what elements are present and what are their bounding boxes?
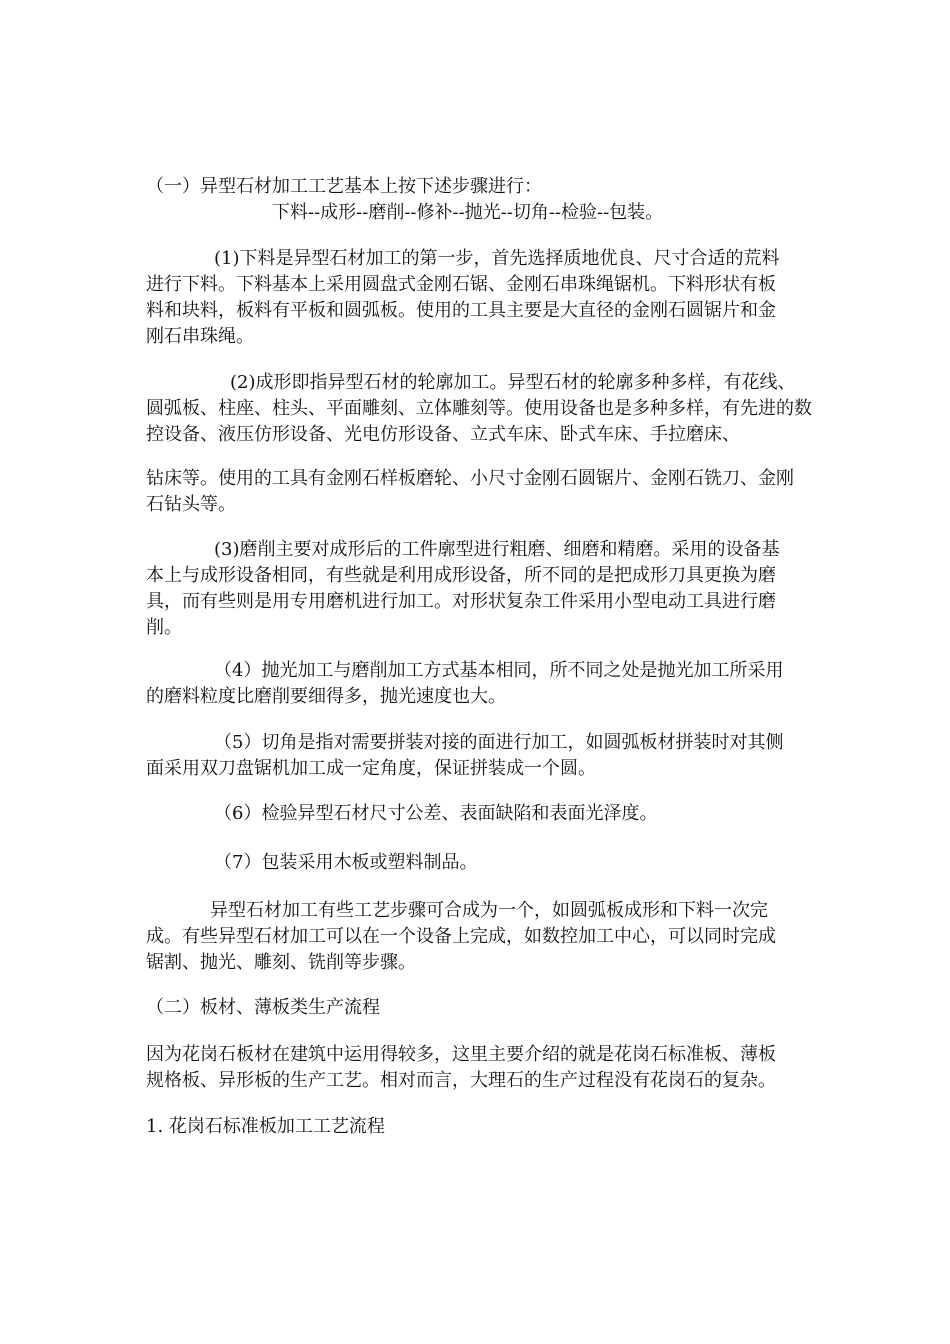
step5-line-2: 面采用双刀盘锯机加工成一定角度，保证拼装成一个圆。: [146, 758, 596, 779]
step2-line-4: 钻床等。使用的工具有金刚石样板磨轮、小尺寸金刚石圆锯片、金刚石铣刀、金刚: [146, 468, 794, 489]
step7-line: （7）包装采用木板或塑料制品。: [214, 852, 478, 873]
summary-line-1: 异型石材加工有些工艺步骤可合成为一个，如圆弧板成形和下料一次完: [210, 900, 768, 921]
step1-line-3: 料和块料，板料有平板和圆弧板。使用的工具主要是大直径的金刚石圆锯片和金: [146, 300, 776, 321]
process-flow-line: 下料--成形--磨削--修补--抛光--切角--检验--包装。: [272, 202, 664, 223]
section-heading-2: （二）板材、薄板类生产流程: [146, 997, 380, 1018]
step2-line-3: 控设备、液压仿形设备、光电仿形设备、立式车床、卧式车床、手拉磨床、: [146, 424, 740, 445]
step5-line-1: （5）切角是指对需要拼装对接的面进行加工，如圆弧板材拼装时对其侧: [214, 732, 784, 753]
intro2-line-2: 规格板、异形板的生产工艺。相对而言，大理石的生产过程没有花岗石的复杂。: [146, 1070, 776, 1091]
section-heading-1: （一）异型石材加工工艺基本上按下述步骤进行：: [146, 176, 542, 197]
step3-line-3: 具，而有些则是用专用磨机进行加工。对形状复杂工件采用小型电动工具进行磨: [146, 591, 776, 612]
step1-line-1: (1)下料是异型石材加工的第一步，首先选择质地优良、尺寸合适的荒料: [214, 248, 780, 269]
step3-line-1: (3)磨削主要对成形后的工件廓型进行粗磨、细磨和精磨。采用的设备基: [214, 539, 780, 560]
step2-line-2: 圆弧板、柱座、柱头、平面雕刻、立体雕刻等。使用设备也是多种多样，有先进的数: [146, 398, 812, 419]
step6-line: （6）检验异型石材尺寸公差、表面缺陷和表面光泽度。: [214, 803, 658, 824]
summary-line-3: 锯割、抛光、雕刻、铣削等步骤。: [146, 952, 416, 973]
intro2-line-1: 因为花岗石板材在建筑中运用得较多，这里主要介绍的就是花岗石标准板、薄板: [146, 1044, 776, 1065]
summary-line-2: 成。有些异型石材加工可以在一个设备上完成，如数控加工中心，可以同时完成: [146, 926, 776, 947]
step1-line-2: 进行下料。下料基本上采用圆盘式金刚石锯、金刚石串珠绳锯机。下料形状有板: [146, 274, 776, 295]
step1-line-4: 刚石串珠绳。: [146, 326, 254, 347]
step4-line-1: （4）抛光加工与磨削加工方式基本相同，所不同之处是抛光加工所采用: [214, 660, 784, 681]
step2-line-1: (2)成形即指异型石材的轮廓加工。异型石材的轮廓多种多样，有花线、: [230, 372, 796, 393]
section-heading-3: 1. 花岗石标准板加工工艺流程: [146, 1116, 385, 1137]
step3-line-2: 本上与成形设备相同，有些就是利用成形设备，所不同的是把成形刀具更换为磨: [146, 565, 776, 586]
step4-line-2: 的磨料粒度比磨削要细得多，抛光速度也大。: [146, 686, 506, 707]
step2-line-5: 石钻头等。: [146, 494, 236, 515]
step3-line-4: 削。: [146, 617, 182, 638]
